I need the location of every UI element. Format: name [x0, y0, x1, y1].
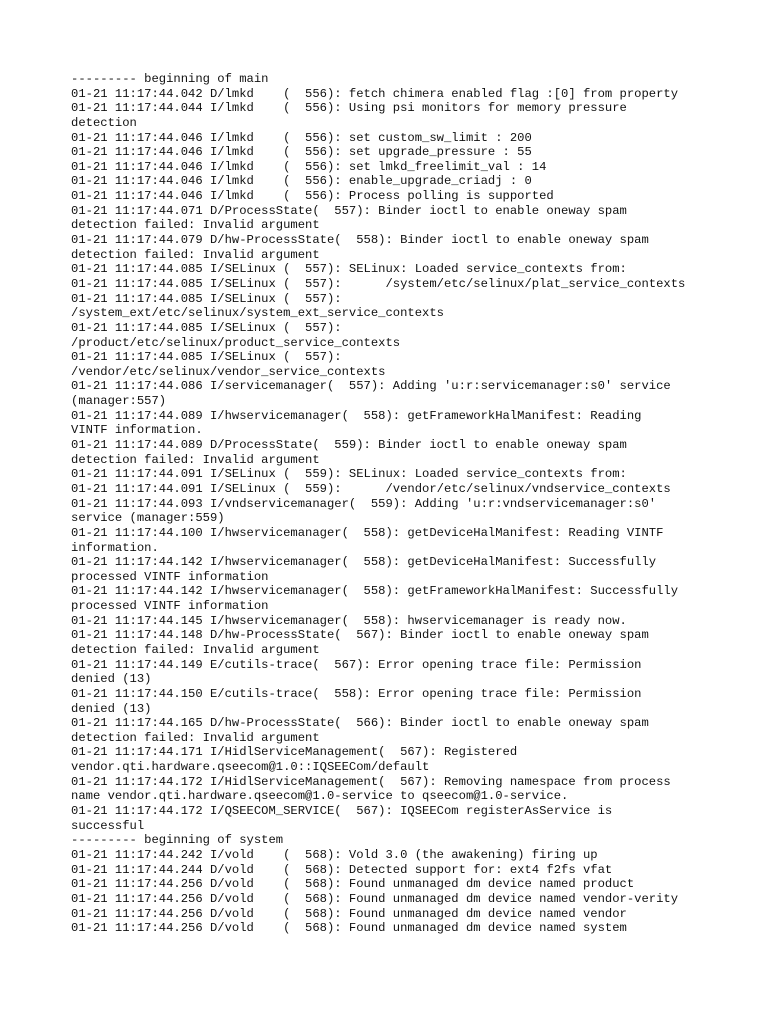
log-line: 01-21 11:17:44.091 I/SELinux ( 559): SELinux: Loaded service_contexts from:: [71, 467, 627, 482]
log-line: 01-21 11:17:44.172 I/QSEECOM_SERVICE( 567): IQSEECom registerAsService is: [71, 804, 613, 819]
log-line: 01-21 11:17:44.256 D/vold ( 568): Found unmanaged dm device named vendor-verity: [71, 891, 679, 906]
log-line: detection: [71, 115, 137, 130]
log-line: 01-21 11:17:44.046 I/lmkd ( 556): set upgrade_pressure : 55: [71, 145, 532, 160]
log-line: 01-21 11:17:44.085 I/SELinux ( 557): SELinux: Loaded service_contexts from:: [71, 262, 627, 277]
log-line: successful: [71, 818, 145, 833]
log-line: 01-21 11:17:44.093 I/vndservicemanager( 559): Adding 'u:r:vndservicemanager:s0': [71, 496, 657, 511]
log-line: denied (13): [71, 701, 152, 716]
log-line: /product/etc/selinux/product_service_contexts: [71, 335, 401, 350]
log-line: 01-21 11:17:44.172 I/HidlServiceManagement( 567): Removing namespace from process: [71, 774, 671, 789]
log-line: detection failed: Invalid argument: [71, 247, 320, 262]
log-line: 01-21 11:17:44.046 I/lmkd ( 556): Process polling is supported: [71, 189, 554, 204]
log-line: 01-21 11:17:44.042 D/lmkd ( 556): fetch chimera enabled flag :[0] from property: [71, 86, 679, 101]
log-line: detection failed: Invalid argument: [71, 218, 320, 233]
log-line: (manager:557): [71, 394, 167, 409]
log-line: information.: [71, 540, 159, 555]
log-line: 01-21 11:17:44.085 I/SELinux ( 557):: [71, 350, 342, 365]
log-line: --------- beginning of system: [71, 833, 284, 848]
log-line: 01-21 11:17:44.145 I/hwservicemanager( 558): hwservicemanager is ready now.: [71, 613, 627, 628]
log-line: denied (13): [71, 672, 152, 687]
log-line: 01-21 11:17:44.086 I/servicemanager( 557): Adding 'u:r:servicemanager:s0' service: [71, 379, 671, 394]
log-line: 01-21 11:17:44.046 I/lmkd ( 556): set lmkd_freelimit_val : 14: [71, 159, 547, 174]
log-line: --------- beginning of main: [71, 72, 269, 86]
log-line: 01-21 11:17:44.085 I/SELinux ( 557):: [71, 320, 342, 335]
log-line: 01-21 11:17:44.046 I/lmkd ( 556): set custom_sw_limit : 200: [71, 130, 532, 145]
log-line: service (manager:559): [71, 511, 225, 526]
log-line: 01-21 11:17:44.142 I/hwservicemanager( 558): getFrameworkHalManifest: Successfully: [71, 584, 679, 599]
log-line: 01-21 11:17:44.256 D/vold ( 568): Found unmanaged dm device named vendor: [71, 906, 627, 921]
log-line: 01-21 11:17:44.091 I/SELinux ( 559): /vendor/etc/selinux/vndservice_contexts: [71, 481, 671, 496]
log-line: VINTF information.: [71, 423, 203, 438]
log-text: [71, 72, 731, 936]
log-line: 01-21 11:17:44.046 I/lmkd ( 556): enable_upgrade_criadj : 0: [71, 174, 532, 189]
log-line: 01-21 11:17:44.079 D/hw-ProcessState( 558): Binder ioctl to enable oneway spam: [71, 233, 649, 248]
log-line: 01-21 11:17:44.085 I/SELinux ( 557):: [71, 291, 342, 306]
log-line: name vendor.qti.hardware.qseecom@1.0-service to qseecom@1.0-service.: [71, 789, 569, 804]
log-line: 01-21 11:17:44.142 I/hwservicemanager( 558): getDeviceHalManifest: Successfully: [71, 555, 657, 570]
log-line: 01-21 11:17:44.242 I/vold ( 568): Vold 3.0 (the awakening) firing up: [71, 847, 598, 862]
log-line: 01-21 11:17:44.089 I/hwservicemanager( 558): getFrameworkHalManifest: Reading: [71, 408, 642, 423]
log-line: /system_ext/etc/selinux/system_ext_service_contexts: [71, 306, 444, 321]
log-line: 01-21 11:17:44.148 D/hw-ProcessState( 567): Binder ioctl to enable oneway spam: [71, 628, 649, 643]
log-line: 01-21 11:17:44.165 D/hw-ProcessState( 566): Binder ioctl to enable oneway spam: [71, 716, 649, 731]
log-line: 01-21 11:17:44.256 D/vold ( 568): Found unmanaged dm device named product: [71, 877, 635, 892]
log-line: detection failed: Invalid argument: [71, 452, 320, 467]
log-line: vendor.qti.hardware.qseecom@1.0::IQSEECom/default: [71, 760, 430, 775]
log-line: 01-21 11:17:44.071 D/ProcessState( 557): Binder ioctl to enable oneway spam: [71, 203, 627, 218]
log-line: 01-21 11:17:44.085 I/SELinux ( 557): /system/etc/selinux/plat_service_contexts: [71, 276, 686, 291]
log-line: /vendor/etc/selinux/vendor_service_contexts: [71, 364, 386, 379]
log-line: 01-21 11:17:44.244 D/vold ( 568): Detected support for: ext4 f2fs vfat: [71, 862, 613, 877]
log-line: 01-21 11:17:44.256 D/vold ( 568): Found unmanaged dm device named system: [71, 921, 627, 936]
log-line: 01-21 11:17:44.149 E/cutils-trace( 567): Error opening trace file: Permission: [71, 657, 642, 672]
log-line: detection failed: Invalid argument: [71, 730, 320, 745]
log-line: 01-21 11:17:44.171 I/HidlServiceManagement( 567): Registered: [71, 745, 518, 760]
log-line: processed VINTF information: [71, 599, 269, 614]
log-line: 01-21 11:17:44.150 E/cutils-trace( 558): Error opening trace file: Permission: [71, 686, 642, 701]
log-line: 01-21 11:17:44.089 D/ProcessState( 559): Binder ioctl to enable oneway spam: [71, 438, 627, 453]
log-line: detection failed: Invalid argument: [71, 642, 320, 657]
log-line: 01-21 11:17:44.044 I/lmkd ( 556): Using psi monitors for memory pressure: [71, 101, 627, 116]
log-line: processed VINTF information: [71, 569, 269, 584]
log-line: 01-21 11:17:44.100 I/hwservicemanager( 558): getDeviceHalManifest: Reading VINTF: [71, 525, 664, 540]
